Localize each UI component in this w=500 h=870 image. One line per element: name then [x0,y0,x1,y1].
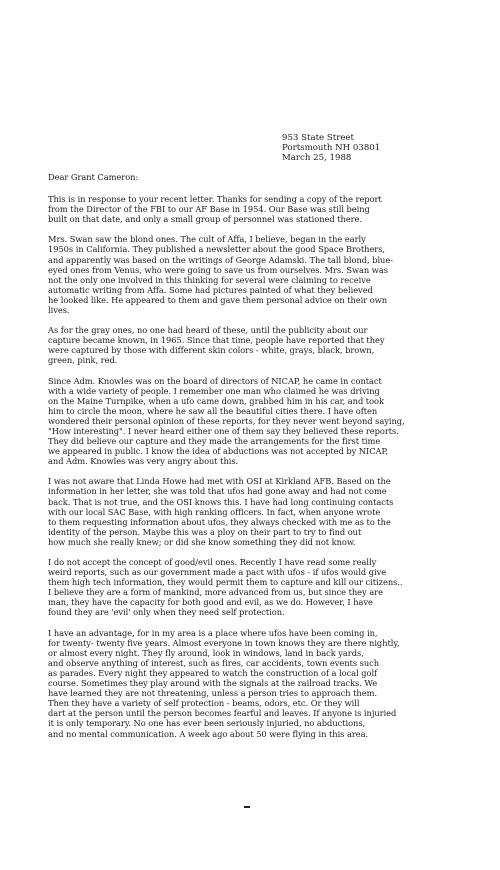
paragraph [48,628,480,739]
paragraph-line: how much she really knew; or did she know something they did not know. [48,536,356,547]
paragraph-line: lives. [48,305,70,316]
paragraph-line: "How interesting". I never heard either one of them say they believed these reports. [48,425,399,436]
paragraph-line: it is only temporary. No one has ever been seriously injuried, no abductions, [48,718,366,729]
paragraph [48,476,480,547]
paragraph-line: on the Maine Turnpike, when a ufo came down, grabbed him in his car, and took [48,395,384,406]
paragraph-line: This is in response to your recent letter. Thanks for sending a copy of the report [48,194,382,205]
paragraph-line: wondered their personal opinion of these reports, for they never went beyond saying, [48,415,405,426]
paragraph-line: automatic writing from Affa. Some had pictures painted of what they believed [48,284,373,295]
paragraph-line: They did believe our capture and they made the arrangements for the first time [48,436,381,447]
paragraph [48,325,480,365]
paragraph [48,557,480,618]
address-city: Portsmouth NH 03801 [282,143,381,154]
address-street: 953 State Street [282,133,354,143]
paragraph-line: As for the gray ones, no one had heard of these, until the publicity about our [48,325,368,336]
sender-address-block [282,133,380,164]
paragraph-line: weird reports, such as our government made a pact with ufos - if ufos would give [48,567,387,578]
paragraph-line: built on that date, and only a small group of personnel was stationed there. [48,214,363,225]
paragraph-line: dart at the person until the person becomes fearful and leaves. If anyone is injuried [48,708,397,719]
paragraph-line: information in her letter, she was told that ufos had gone away and had not come [48,486,387,497]
paragraph-line: we appeared in public. I know the idea of abductions was not accepted by NICAP, [48,446,388,457]
paragraph-line: and no mental communication. A week ago about 50 were flying in this area. [48,728,369,739]
paragraph-line: with a wide variety of people. I remember one man who claimed he was driving [48,385,380,396]
paragraph-line: eyed ones from Venus, who were going to save us from ourselves. Mrs. Swan was [48,264,388,275]
letter-body [48,172,480,749]
paragraph-line: I believe they are a form of mankind, more advanced from us, but since they are [48,587,383,598]
paragraph-line: found they are 'evil' only when they need self protection. [48,607,285,618]
paragraph-line: green, pink, red. [48,355,118,366]
paragraph-line: for twenty- twenty five years. Almost everyone in town knows they are there nightly, [48,637,400,648]
paragraph-line: Since Adm. Knowles was on the board of directors of NICAP, he came in contact [48,375,382,386]
paragraph-line: I was not aware that Linda Howe had met with OSI at Kirkland AFB. Based on the [48,476,391,487]
paragraph-line: I have an advantage, for in my area is a place where ufos have been coming in, [48,627,378,638]
paragraph-line: back. That is not true, and the OSI knows this. I have had long continuing contacts [48,496,394,507]
paragraph-line: him to circle the moon, where he saw all the beautiful cities there. I have often [48,405,378,416]
salutation: Dear Grant Cameron: [48,172,139,182]
letter-date: March 25, 1988 [282,153,352,164]
page-mark [244,806,250,808]
paragraph [48,194,480,224]
paragraph-line: from the Director of the FBI to our AF Base in 1954. Our Base was still being [48,204,370,215]
paragraph-line: were captured by those with different skin colors - white, grays, black, brown, [48,345,375,356]
paragraph-line: capture became known, in 1965. Since that time, people have reported that they [48,335,385,346]
paragraph-line: them high tech information, they would permit them to capture and kill our citizens.. [48,577,403,588]
paragraph-line: and apparently was based on the writings of George Adamski. The tall blond, blue- [48,254,393,265]
paragraph [48,234,480,315]
paragraph-line: and Adm. Knowles was very angry about this. [48,456,239,467]
paragraph-line: Mrs. Swan saw the blond ones. The cult of Affa, I believe, began in the early [48,234,366,245]
paragraph-line: with our local SAC Base, with high ranking officers. In fact, when anyone wrote [48,506,381,517]
paragraph-list [48,194,480,739]
paragraph-line: he looked like. He appeared to them and gave them personal advice on their own [48,294,388,305]
paragraph-line: have learned they are not threatening, unless a person tries to approach them. [48,688,377,699]
paragraph [48,376,480,467]
paragraph-line: 1950s in California. They published a newsletter about the good Space Brothers, [48,244,386,255]
paragraph-line: not the only one involved in this thinking for several were claiming to receive [48,274,371,285]
paragraph-line: I do not accept the concept of good/evil ones. Recently I have read some really [48,557,377,567]
paragraph-line: and observe anything of interest, such as fires, car accidents, town events such [48,657,380,668]
paragraph-line: Then they have a variety of self protection - beams, odors, etc. Or they will [48,698,360,709]
paragraph-line: as parades. Every night they appeared to watch the construction of a local golf [48,667,378,678]
paragraph-line: man, they have the capacity for both good and evil, as we do. However, I have [48,597,373,608]
paragraph-line: identity of the person. Maybe this was a ploy on their part to try to find out [48,526,362,537]
paragraph-line: to them requesting information about ufos, they always checked with me as to the [48,516,391,527]
paragraph-line: or almost every night. They fly around, look in windows, land in back yards, [48,647,364,658]
paragraph-line: course. Sometimes they play around with the signals at the railroad tracks. We [48,678,378,689]
